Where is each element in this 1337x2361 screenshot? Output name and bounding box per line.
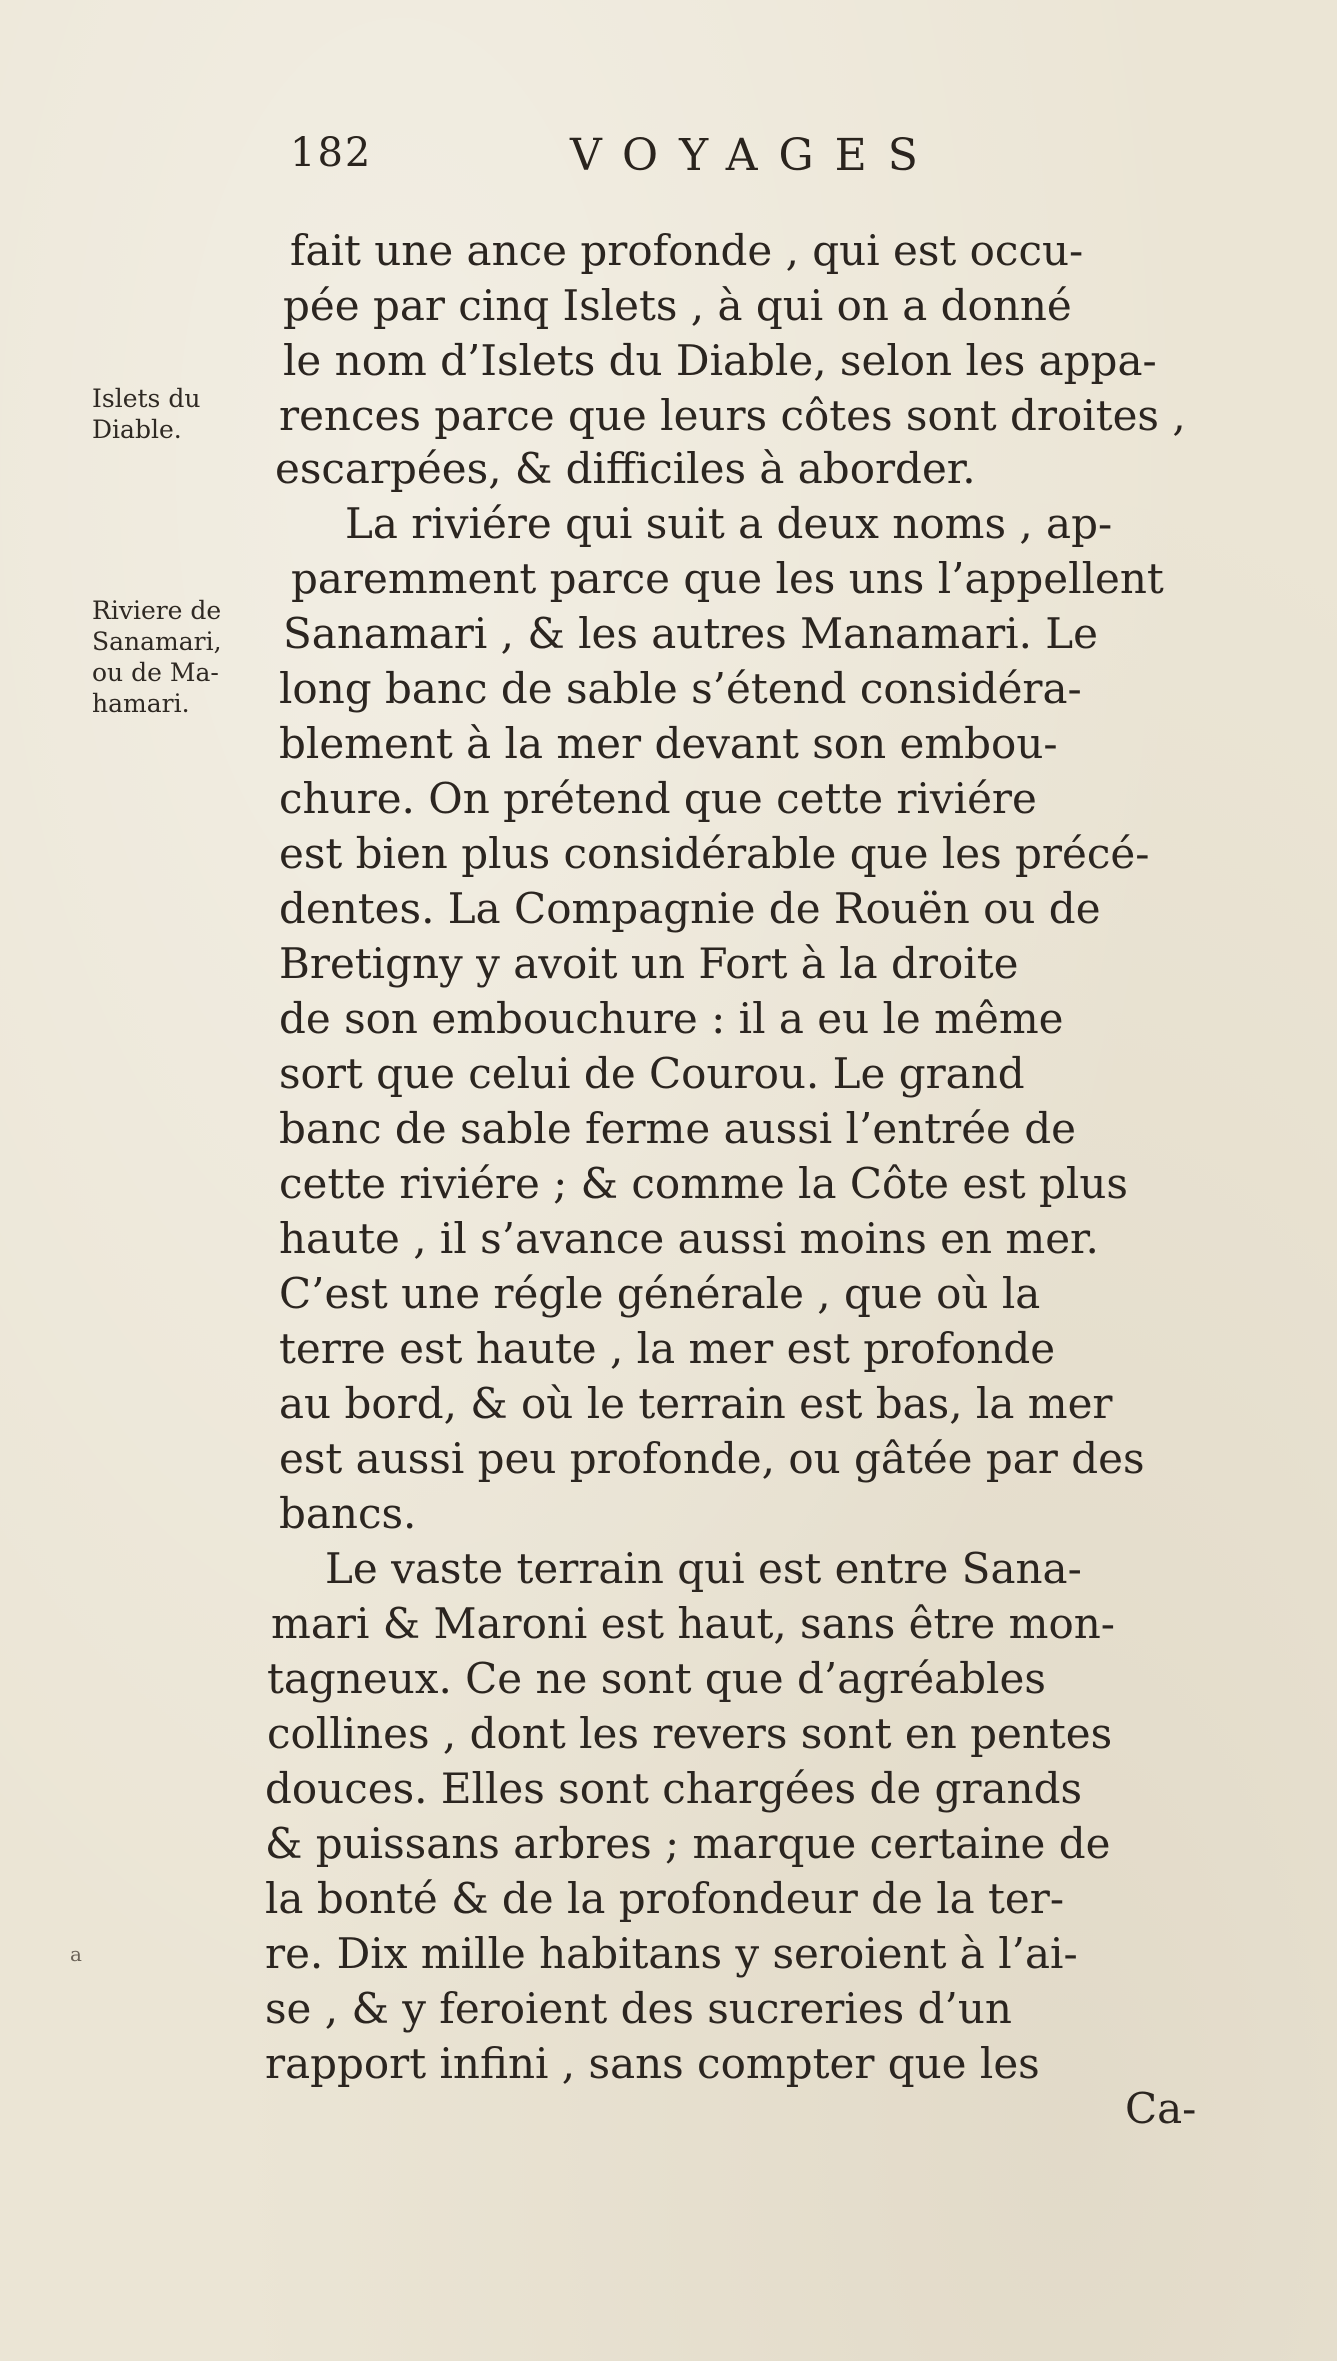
text-line: la bonté & de la profondeur de la ter- (265, 1874, 1065, 1923)
text-line: long banc de sable s’étend considéra- (279, 664, 1082, 713)
margin-note-line: hamari. (92, 689, 190, 718)
page-number: 182 (290, 130, 373, 176)
margin-note-line: ou de Ma- (92, 658, 219, 687)
text-line: tagneux. Ce ne sont que d’agréables (267, 1654, 1046, 1703)
text-line: douces. Elles sont chargées de grands (265, 1764, 1083, 1813)
margin-note-line: Islets du (92, 384, 201, 413)
text-line: de son embouchure : il a eu le même (279, 994, 1064, 1043)
text-line: C’est une régle générale , que où la (279, 1269, 1041, 1318)
margin-note-line: Diable. (92, 415, 182, 444)
stray-mark: a (70, 1942, 82, 1966)
margin-note-line: Riviere de (92, 596, 222, 625)
text-line: se , & y feroient des sucreries d’un (265, 1984, 1012, 2033)
margin-note-islets (92, 383, 272, 445)
text-line: mari & Maroni est haut, sans être mon- (271, 1599, 1115, 1648)
text-line: sort que celui de Courou. Le grand (279, 1049, 1025, 1098)
text-line: terre est haute , la mer est profonde (279, 1324, 1056, 1373)
text-line: collines , dont les revers sont en pentes (267, 1709, 1113, 1758)
text-line: rapport infini , sans compter que les (265, 2039, 1040, 2088)
text-line: est aussi peu profonde, ou gâtée par des (279, 1434, 1145, 1483)
text-line: paremment parce que les uns l’appellent (291, 554, 1164, 603)
margin-note-riviere (92, 595, 272, 719)
text-line: le nom d’Islets du Diable, selon les appa- (283, 336, 1157, 385)
text-line: & puissans arbres ; marque certaine de (265, 1819, 1111, 1868)
margin-note-line: Sanamari, (92, 627, 222, 656)
text-line: La riviére qui suit a deux noms , ap- (345, 499, 1113, 548)
text-line: Le vaste terrain qui est entre Sana- (325, 1544, 1082, 1593)
text-line: re. Dix mille habitans y seroient à l’ai- (265, 1929, 1078, 1978)
page-header (290, 130, 970, 190)
text-line: pée par cinq Islets , à qui on a donné (283, 281, 1072, 330)
text-line: dentes. La Compagnie de Rouën ou de (279, 884, 1101, 933)
text-line: haute , il s’avance aussi moins en mer. (279, 1214, 1099, 1263)
text-line: blement à la mer devant son embou- (279, 719, 1058, 768)
text-line: cette riviére ; & comme la Côte est plus (279, 1159, 1128, 1208)
text-line: banc de sable ferme aussi l’entrée de (279, 1104, 1076, 1153)
text-line: rences parce que leurs côtes sont droites , (279, 391, 1186, 440)
text-line: escarpées, & difficiles à aborder. (275, 444, 976, 493)
text-line: Bretigny y avoit un Fort à la droite (279, 939, 1019, 988)
text-line: au bord, & où le terrain est bas, la mer (279, 1379, 1113, 1428)
text-line: Sanamari , & les autres Manamari. Le (283, 609, 1099, 658)
catchword: Ca- (1125, 2084, 1197, 2133)
text-line: bancs. (279, 1489, 417, 1538)
text-line: fait une ance profonde , qui est occu- (290, 226, 1084, 275)
running-head: VOYAGES (570, 130, 939, 181)
text-line: chure. On prétend que cette riviére (279, 774, 1037, 823)
text-line: est bien plus considérable que les précé- (279, 829, 1150, 878)
